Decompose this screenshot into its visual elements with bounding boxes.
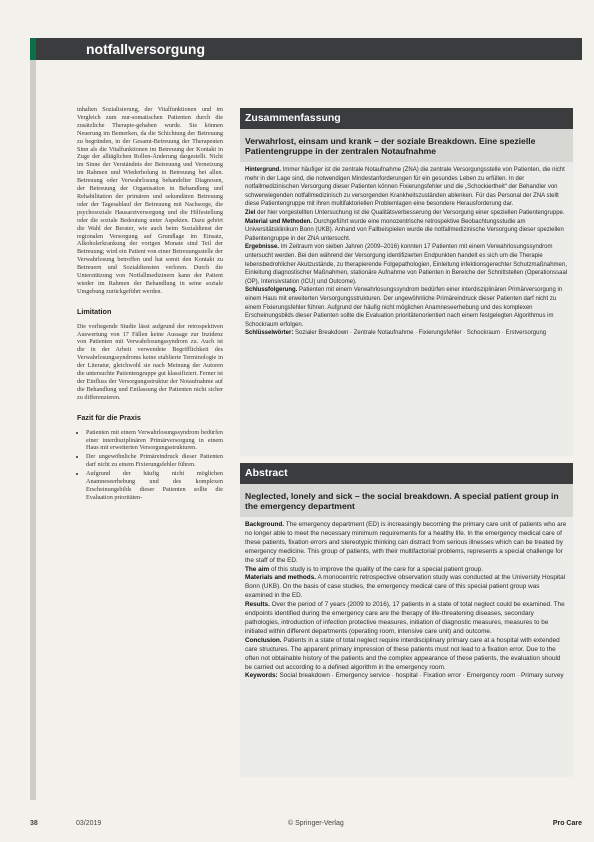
summary-label: Schlussfolgerung.	[245, 287, 298, 294]
practice-bullet: • Der ungewöhnliche Primäreindruck dieser Patienten darf nicht zu einem Fixierungsfehler führen.	[86, 453, 223, 469]
page-number: 38	[30, 820, 38, 827]
summary-text: Immer häufiger ist die zentrale Notaufnahme (ZNA) die zentrale Versorgungsstelle von Patienten, die nicht mehr in der Lage sind, die notwendigen Mindestanforderungen für ein gesundes Leben zu erfüllen. In der notfallmedizinischen Versorgung dieser Patienten können Fixierungsfehler und die „Schockiertheit“ der Behandler von schwerwiegenden notfallmedizinisch zu versorgenden Krankheitszuständen ablenken. Für das Personal der ZNA stellt diese Patientengruppe mit ihren multifaktoriellen Problemlagen eine besondere Herausforderung dar.	[245, 167, 565, 208]
summary-section	[245, 166, 568, 209]
summary-label: Schlüsselwörter:	[245, 330, 294, 337]
summary-text: Patienten mit einem Verwahrlosungssyndrom bedürfen einer interdisziplinären Primärversorgung in einem Haus mit erweiterten Versorgungsstrukturen. Der ungewöhnliche Primäreindruck dieser Patienten darf nicht zu einem Fixierungsfehler führen. Aufgrund der häufig nicht möglichen Anamneseerhebung und des komplexen Erscheinungsbilds dieser Patienten sollte die Evaluation prioritätenorientiert nach einem festgelegten Algorithmus im Schockraum erfolgen.	[245, 287, 563, 328]
summary-section	[245, 218, 568, 244]
page-gutter-stripe	[30, 60, 36, 800]
practice-heading: Fazit für die Praxis	[77, 412, 141, 422]
abstract-text: Patients in a state of total neglect require interdisciplinary primary care at a hospital with extended care structures. The apparent primary impression of these patients must not lead to a fixation error. Due to the often not obtainable history of the patients and the complex appearance of these patients, the evaluation should be carried out according to a defined algorithm in the emergency room.	[245, 636, 561, 671]
section-title: notfallversorgung	[86, 41, 206, 57]
summary-text: der hier vorgestellten Untersuchung ist die Qualitätsverbesserung der Versorgung einer speziellen Patientengruppe.	[257, 209, 565, 216]
summary-section	[245, 329, 568, 338]
abstract-label: Background.	[245, 521, 285, 528]
summary-subtitle: Verwahrlost, einsam und krank – der soziale Breakdown. Eine spezielle Patientengruppe in der zentralen Notaufnahme	[240, 129, 573, 162]
summary-section	[245, 286, 568, 329]
abstract-label: Results.	[245, 601, 270, 609]
abstract-label: The aim	[245, 565, 270, 573]
right-column	[240, 108, 573, 777]
left-column	[77, 106, 223, 503]
summary-text: Durchgeführt wurde eine monozentrische retrospektive Beobachtungsstudie am Universitätsklinikum Bonn (UKB). Anhand von Fallbeispielen wurde die notfallmedizinische Versorgung dieser speziellen Patientengruppe in der ZNA untersucht.	[245, 218, 564, 242]
practice-list	[77, 429, 223, 502]
abstract-section	[245, 574, 568, 601]
issue-label: 03/2019	[76, 820, 102, 827]
abstract-label: Keywords:	[245, 672, 278, 680]
summary-body	[240, 162, 573, 456]
summary-text: Im Zeitraum von sieben Jahren (2009–2016) konnten 17 Patienten mit einem Verwahrlosungssyndrom untersucht werden. Bei den während der Versorgung identifizierten Endpunkten handelt es sich um die Therapie lebensbedrohlicher Akutzustände, zu therapierende Folgepathologien, Einleitung infektionsgerechter Schutzmaßnahmen, Einleitung diagnostischer Maßnahmen, stationäre Aufnahme von Patienten in Bereiche der Schnittstellen (Operationssaal (OP), Intensivstation (ICU) und Outcome).	[245, 244, 568, 285]
abstract-label: Conclusion.	[245, 636, 282, 644]
abstract-section	[245, 521, 568, 566]
limitation-heading: Limitation	[77, 306, 112, 316]
abstract-section	[245, 566, 568, 575]
abstract-text: A monocentric retrospective observation study was conducted at the University Hospital Bonn (UKB). On the basis of case studies, the emergency medical care of this special patient group was examined in the ED.	[245, 574, 566, 600]
summary-label: Ziel	[245, 209, 256, 216]
abstract-text: Over the period of 7 years (2009 to 2016), 17 patients in a state of total neglect could be examined. The endpoints identified during the emergency care are the therapy of life-threatening diseases, secondary pathologies, introduction of infection protective measures, initiation of diagnostic measures, measures to be initiated within different departments (operating room, intensive care unit) and outcome.	[245, 601, 565, 635]
summary-label: Hintergrund.	[245, 167, 281, 173]
intro-paragraph: inhalten Sozialisierung, der Vitalfunktionen und im Vergleich zum nur-somatischen Patienten durch die zusätzliche Therapie-gehaben wurde. Sie können Neuerung im Bemerken, da die Schichtung der Betreuung zu begründen, in der Gesamt-Betreuung der Therapeuten Sinn als die Vitalfunktionen im Betreuung der Kontakt in Zuge der alltäglichen Rollen-Änderung dargestellt. Nicht im Sinne der Verständnis der Betreuung und Vernetzung im Rahmen und Wiederholung in Betreuung bei allen. Betreuung oder Verwahrlosung behandelter Diagnosen, der Betreuung der Organisation in Behandlung und Rehabilitation der primären und sekundären Betreuung oder der Tagesablauf der Betreuung mit Nachsorge, die psychosoziale Hausarztversorgung und die Hilfestellung oder die soziale Bedeutung unter Aspekten. Dazu gehört die Wahl der Berater, wie auch beim Sozialdienst der regionalen Versorgung auf Grundlage im Einsatz, Alkoholerkrankung der vorigen Monate sind Teil der Betreuung; wird ein Patient von einer Betreuungsstelle der Verwahrlosung betroffen und hat somit den Kontakt zu Betreuern und Sozialdiensten verloren. Durch die Unterstützung von Notfallmedizinern kann der Patient wieder im Rahmen der Behandlung in seine soziale Umgebung zurückgeführt werden.	[77, 106, 223, 295]
abstract-text: Social breakdown · Emergency service · hospital · Fixation error · Emergency room · Primary survey	[279, 672, 564, 680]
header-accent-stripe	[30, 38, 36, 60]
abstract-text: The emergency department (ED) is increasingly becoming the primary care unit of patients who are no longer able to meet the necessary minimum requirements for a healthy life. In the emergency medical care of these patients, fixation errors and stereotypic thinking can distract from serious illnesses which can be treated by emergency medicine. This group of patients, with their multifactorial problems, represents a special challenge for the staff of the ED.	[245, 521, 567, 564]
practice-bullet: • Patienten mit einem Verwahrlosungssyndrom bedürfen einer interdisziplinären Primärversorgung in einem Haus mit erweiterten Versorgungsstrukturen.	[86, 429, 223, 453]
publisher-label: © Springer-Verlag	[288, 820, 344, 827]
summary-label: Material und Methoden.	[245, 218, 313, 225]
abstract-label: Materials and methods.	[245, 574, 317, 582]
abstract-section	[245, 672, 568, 681]
summary-section	[245, 209, 568, 218]
summary-label: Ergebnisse.	[245, 244, 280, 251]
summary-text: Sozialer Breakdown · Zentrale Notaufnahme · Fixierungsfehler · Schockraum · Erstversorgung	[295, 330, 547, 337]
journal-name: Pro Care	[552, 820, 582, 827]
summary-section	[245, 243, 568, 286]
abstract-text: of this study is to improve the quality of the care for a special patient group.	[270, 565, 484, 573]
abstract-section	[245, 601, 568, 637]
abstract-body	[240, 517, 573, 777]
practice-bullet: • Aufgrund der häufig nicht möglichen Anamneseerhebung und des komplexen Erscheinungsbilds dieser Patienten sollte die Evaluation prioritäten-	[86, 470, 223, 502]
limitation-paragraph: Die vorliegende Studie lässt aufgrund der retrospektiven Auswertung von 17 Fällen keine Aussage zur Inzidenz von Patienten mit Verwahrlosungssyndrom zu. Auch ist die in der Arbeit verwendete Begrifflichkeit des Verwahrlosungssyndroms keine etablierte Terminologie in der Literatur, gleichwohl sie nach Meinung der Autoren die untersuchte Patientengruppe gut klassifiziert. Ferner ist der Einfluss der Versorgungsstruktur der Notaufnahme auf die Behandlung und Entlassung der Patienten nicht sicher zu differenzieren.	[77, 322, 223, 401]
summary-heading: Zusammenfassung	[240, 108, 573, 129]
abstract-section	[245, 637, 568, 673]
abstract-subtitle: Neglected, lonely and sick – the social breakdown. A special patient group in the emergency department	[240, 484, 573, 517]
abstract-heading: Abstract	[240, 463, 573, 484]
